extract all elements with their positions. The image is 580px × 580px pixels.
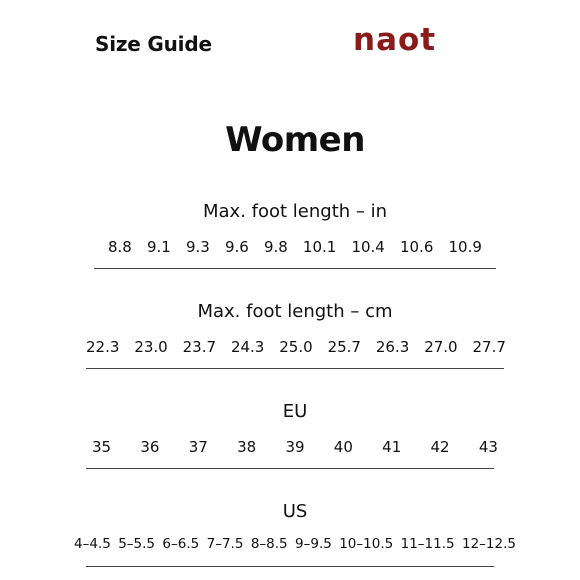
size-value: 41 — [382, 438, 402, 456]
naot-logo: naot — [353, 22, 437, 58]
size-value: 26.3 — [375, 338, 410, 356]
size-value: 10.9 — [448, 238, 482, 256]
size-value: 9.1 — [146, 238, 171, 256]
size-row-foot-length-cm — [86, 338, 506, 356]
size-value: 9.6 — [224, 238, 249, 256]
size-value: 11–11.5 — [400, 536, 455, 552]
size-value: 23.0 — [134, 338, 168, 356]
size-value: 10–10.5 — [339, 536, 394, 552]
size-value: 8–8.5 — [250, 536, 288, 552]
section-title-us: US — [282, 501, 308, 522]
size-value: 25.7 — [327, 338, 361, 356]
size-value: 37 — [188, 438, 208, 456]
size-value: 35 — [92, 438, 112, 456]
size-row-eu — [92, 438, 498, 456]
divider — [86, 368, 504, 369]
size-value: 9.3 — [185, 238, 210, 256]
size-value: 24.3 — [230, 338, 265, 356]
divider — [86, 468, 494, 469]
size-value: 38 — [237, 438, 257, 456]
page-title: Women — [225, 120, 365, 160]
size-row-us — [74, 536, 516, 552]
size-value: 39 — [285, 438, 305, 456]
size-value: 10.6 — [399, 238, 434, 256]
size-value: 5–5.5 — [118, 536, 156, 552]
size-value: 22.3 — [86, 338, 120, 356]
size-value: 43 — [478, 438, 498, 456]
divider — [86, 566, 494, 567]
size-value: 8.8 — [108, 238, 132, 256]
divider — [94, 268, 496, 269]
size-guide-title: Size Guide — [95, 32, 212, 56]
size-value: 4–4.5 — [74, 536, 111, 552]
size-value: 10.1 — [302, 238, 337, 256]
size-value: 25.0 — [279, 338, 313, 356]
size-value: 40 — [333, 438, 353, 456]
size-row-foot-length-in — [108, 238, 482, 256]
size-value: 42 — [430, 438, 450, 456]
size-value: 27.7 — [472, 338, 506, 356]
section-title-foot-length-cm: Max. foot length – cm — [197, 301, 393, 322]
section-title-foot-length-in: Max. foot length – in — [202, 201, 388, 222]
size-value: 6–6.5 — [162, 536, 200, 552]
size-value: 9.8 — [263, 238, 288, 256]
section-title-eu: EU — [282, 401, 308, 422]
size-value: 10.4 — [351, 238, 385, 256]
size-value: 27.0 — [424, 338, 458, 356]
size-value: 12–12.5 — [462, 536, 516, 552]
size-value: 23.7 — [182, 338, 217, 356]
size-value: 7–7.5 — [206, 536, 244, 552]
size-value: 9–9.5 — [295, 536, 332, 552]
size-value: 36 — [140, 438, 160, 456]
